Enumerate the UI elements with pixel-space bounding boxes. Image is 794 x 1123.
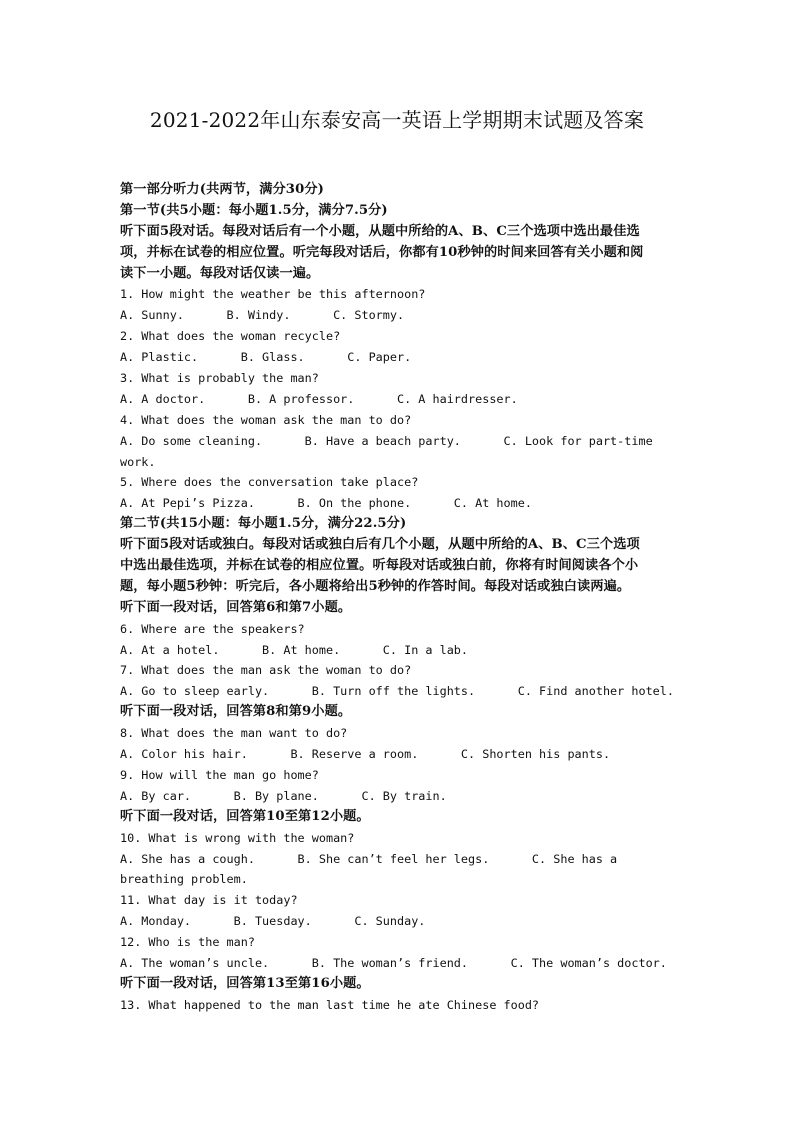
question-line: A. Monday. B. Tuesday. C. Sunday. <box>120 914 426 929</box>
instruction-line: 第一部分听力(共两节，满分30分) <box>120 182 324 197</box>
question-line: 1. How might the weather be this afternoon? <box>120 287 426 302</box>
question-line: A. At Pepi’s Pizza. B. On the phone. C. At home. <box>120 496 532 511</box>
question-line: 12. Who is the man? <box>120 935 255 950</box>
instruction-line: 第一节(共5小题：每小题1.5分，满分7.5分) <box>120 202 388 218</box>
question-line: A. Plastic. B. Glass. C. Paper. <box>120 350 412 365</box>
question-line: work. <box>120 454 156 469</box>
question-line: 10. What is wrong with the woman? <box>120 830 355 845</box>
question-line: A. The woman’s uncle. B. The woman’s friend. C. The woman’s doctor. <box>120 955 667 970</box>
question-line: A. Go to sleep early. B. Turn off the lights. C. Find another hotel. <box>120 684 674 699</box>
question-line: 5. Where does the conversation take place? <box>120 475 419 490</box>
question-line: A. A doctor. B. A professor. C. A hairdresser. <box>120 391 518 406</box>
question-line: 4. What does the woman ask the man to do? <box>120 412 412 427</box>
question-line: 6. Where are the speakers? <box>120 621 305 636</box>
question-line: A. Do some cleaning. B. Have a beach party. C. Look for part-time <box>120 433 653 448</box>
question-line: 13. What happened to the man last time he ate Chinese food? <box>120 997 540 1012</box>
question-line: 11. What day is it today? <box>120 893 298 908</box>
instruction-line: 读下一小题。每段对话仅读一遍。 <box>120 265 320 281</box>
question-line: 9. How will the man go home? <box>120 767 319 782</box>
question-line: A. At a hotel. B. At home. C. In a lab. <box>120 642 469 657</box>
instruction-line: 第二节(共15小题：每小题1.5分，满分22.5分) <box>120 516 407 532</box>
question-line: A. Color his hair. B. Reserve a room. C. Shorten his pants. <box>120 747 611 762</box>
question-line: A. She has a cough. B. She can’t feel her legs. C. She has a <box>120 851 618 866</box>
instruction-line: 听下面一段对话，回答第8和第9小题。 <box>120 704 352 720</box>
document-body <box>120 180 680 1016</box>
instruction-line: 听下面一段对话，回答第6和第7小题。 <box>120 599 352 615</box>
instruction-line: 中选出最佳选项，并标在试卷的相应位置。听每段对话或独白前，你将有时间阅读各个小 <box>120 558 639 574</box>
document-title: 2021-2022年山东泰安高一英语上学期期末试题及答案 <box>149 108 645 132</box>
question-line: 8. What does the man want to do? <box>120 726 348 741</box>
question-line: breathing problem. <box>120 872 248 887</box>
instruction-line: 题，每小题5秒钟：听完后，各小题将给出5秒钟的作答时间。每段对话或独白读两遍。 <box>120 578 631 594</box>
instruction-line: 听下面一段对话，回答第10至第12小题。 <box>120 808 370 824</box>
instruction-line: 听下面5段对话或独白。每段对话或独白后有几个小题，从题中所给的A、B、C三个选项 <box>120 537 640 553</box>
instruction-line: 听下面一段对话，回答第13至第16小题。 <box>120 975 370 991</box>
question-line: A. By car. B. By plane. C. By train. <box>120 788 447 803</box>
instruction-line: 项，并标在试卷的相应位置。听完每段对话后，你都有10秒钟的时间来回答有关小题和阅 <box>120 244 644 260</box>
question-line: 2. What does the woman recycle? <box>120 329 341 344</box>
instruction-line: 听下面5段对话。每段对话后有一个小题，从题中所给的A、B、C三个选项中选出最佳选 <box>120 223 640 239</box>
question-line: 7. What does the man ask the woman to do? <box>120 663 412 678</box>
question-line: A. Sunny. B. Windy. C. Stormy. <box>120 308 405 323</box>
question-line: 3. What is probably the man? <box>120 371 319 386</box>
